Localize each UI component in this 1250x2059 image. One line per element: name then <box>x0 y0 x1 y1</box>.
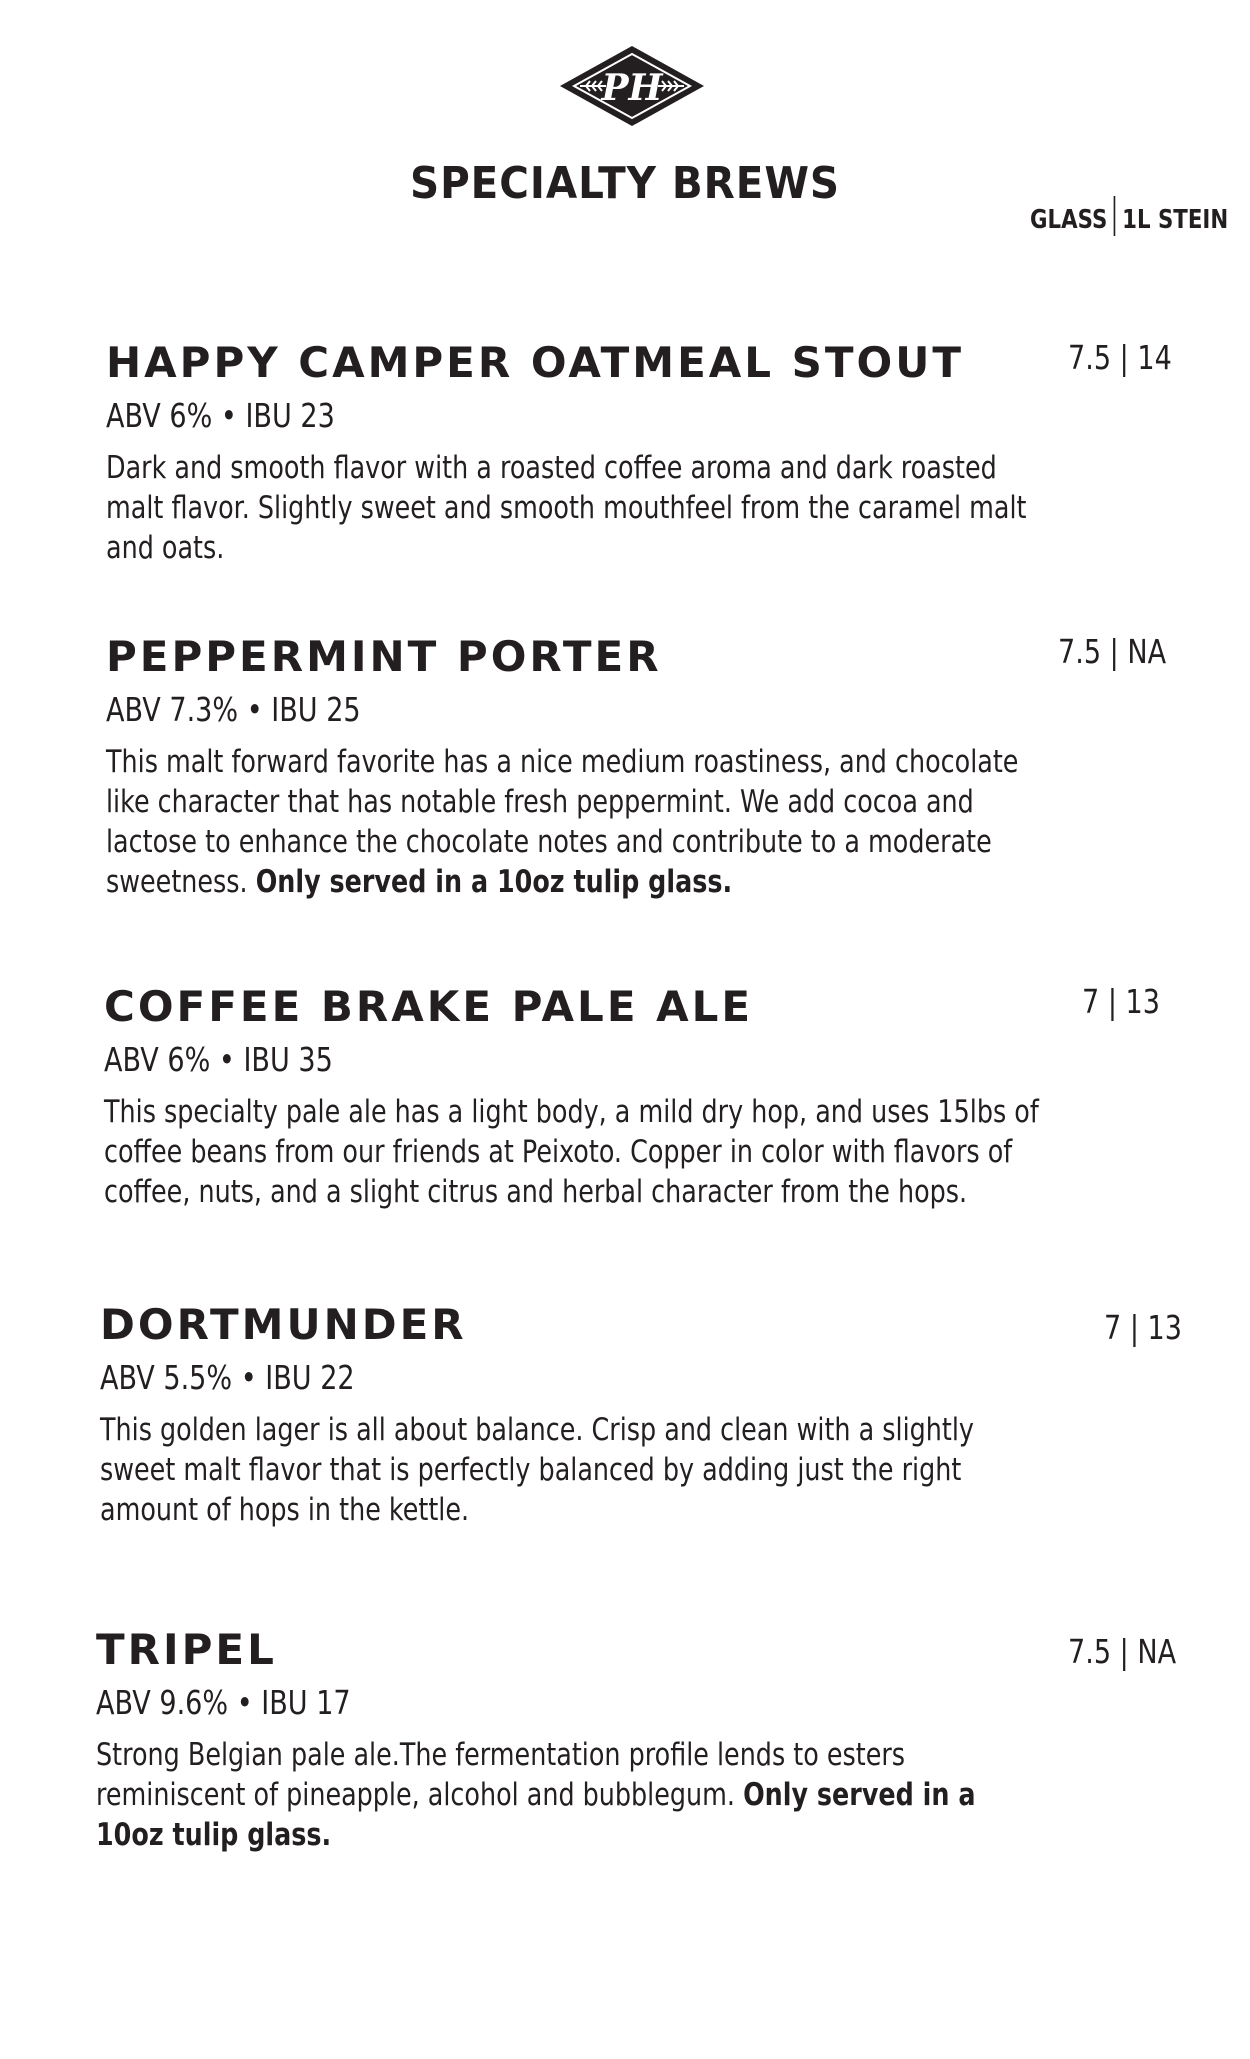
menu-item-peppermint-porter <box>106 634 1046 902</box>
beer-description: Strong Belgian pale ale.The fermentation profile lends to esters reminiscent of pineapple, alcohol and bubblegum. Only served in a 10oz tulip glass. <box>96 1736 976 1853</box>
beer-name: DORTMUNDER <box>100 1300 467 1349</box>
serving-note: Only served in a 10oz tulip glass. <box>96 1776 976 1853</box>
beer-description: This golden lager is all about balance. Crisp and clean with a slightly sweet malt flavor that is perfectly balanced by adding just the right amount of hops in the kettle. <box>100 1411 974 1528</box>
beer-price: 7 | 13 <box>1082 982 1160 1021</box>
brewery-logo-icon <box>558 44 706 128</box>
serving-note: Only served in a 10oz tulip glass. <box>255 863 733 900</box>
page-title: SPECIALTY BREWS <box>410 158 840 209</box>
beer-name: COFFEE BRAKE PALE ALE <box>104 982 754 1031</box>
beer-description: Dark and smooth flavor with a roasted coffee aroma and dark roasted malt flavor. Slightly sweet and smooth mouthfeel from the caramel malt and oats. <box>106 449 1027 566</box>
beer-stats: ABV 6% • IBU 23 <box>106 396 335 436</box>
beer-price: 7.5 | 14 <box>1068 338 1172 377</box>
beer-name: PEPPERMINT PORTER <box>106 632 662 681</box>
beer-name: HAPPY CAMPER OATMEAL STOUT <box>106 338 965 387</box>
size-divider <box>1114 196 1116 236</box>
price-size-header <box>1030 196 1228 236</box>
glass-size-label: GLASS <box>1030 205 1108 235</box>
svg-text:PH: PH <box>601 67 663 109</box>
menu-item-tripel <box>96 1627 1036 1855</box>
beer-price: 7.5 | NA <box>1068 1632 1177 1671</box>
beer-stats: ABV 9.6% • IBU 17 <box>96 1683 351 1723</box>
beer-stats: ABV 7.3% • IBU 25 <box>106 690 361 730</box>
beer-stats: ABV 6% • IBU 35 <box>104 1040 333 1080</box>
beer-price: 7.5 | NA <box>1058 632 1167 671</box>
beer-stats: ABV 5.5% • IBU 22 <box>100 1358 355 1398</box>
menu-item-dortmunder <box>100 1302 1040 1530</box>
menu-item-happy-camper <box>106 340 1046 568</box>
beer-description: This specialty pale ale has a light body, a mild dry hop, and uses 15lbs of coffee beans from our friends at Peixoto. Copper in color with flavors of coffee, nuts, and a slight citrus and herbal character from the hops. <box>104 1093 1039 1210</box>
stein-size-label: 1L STEIN <box>1122 205 1229 235</box>
menu-item-coffee-brake <box>104 984 1044 1212</box>
beer-name: TRIPEL <box>96 1625 277 1674</box>
beer-description: This malt forward favorite has a nice medium roastiness, and chocolate like character that has notable fresh peppermint. We add cocoa and lactose to enhance the chocolate notes and contribute to a moderate sweetness. Only served in a 10oz tulip glass. <box>106 743 1019 900</box>
beer-price: 7 | 13 <box>1104 1308 1182 1347</box>
